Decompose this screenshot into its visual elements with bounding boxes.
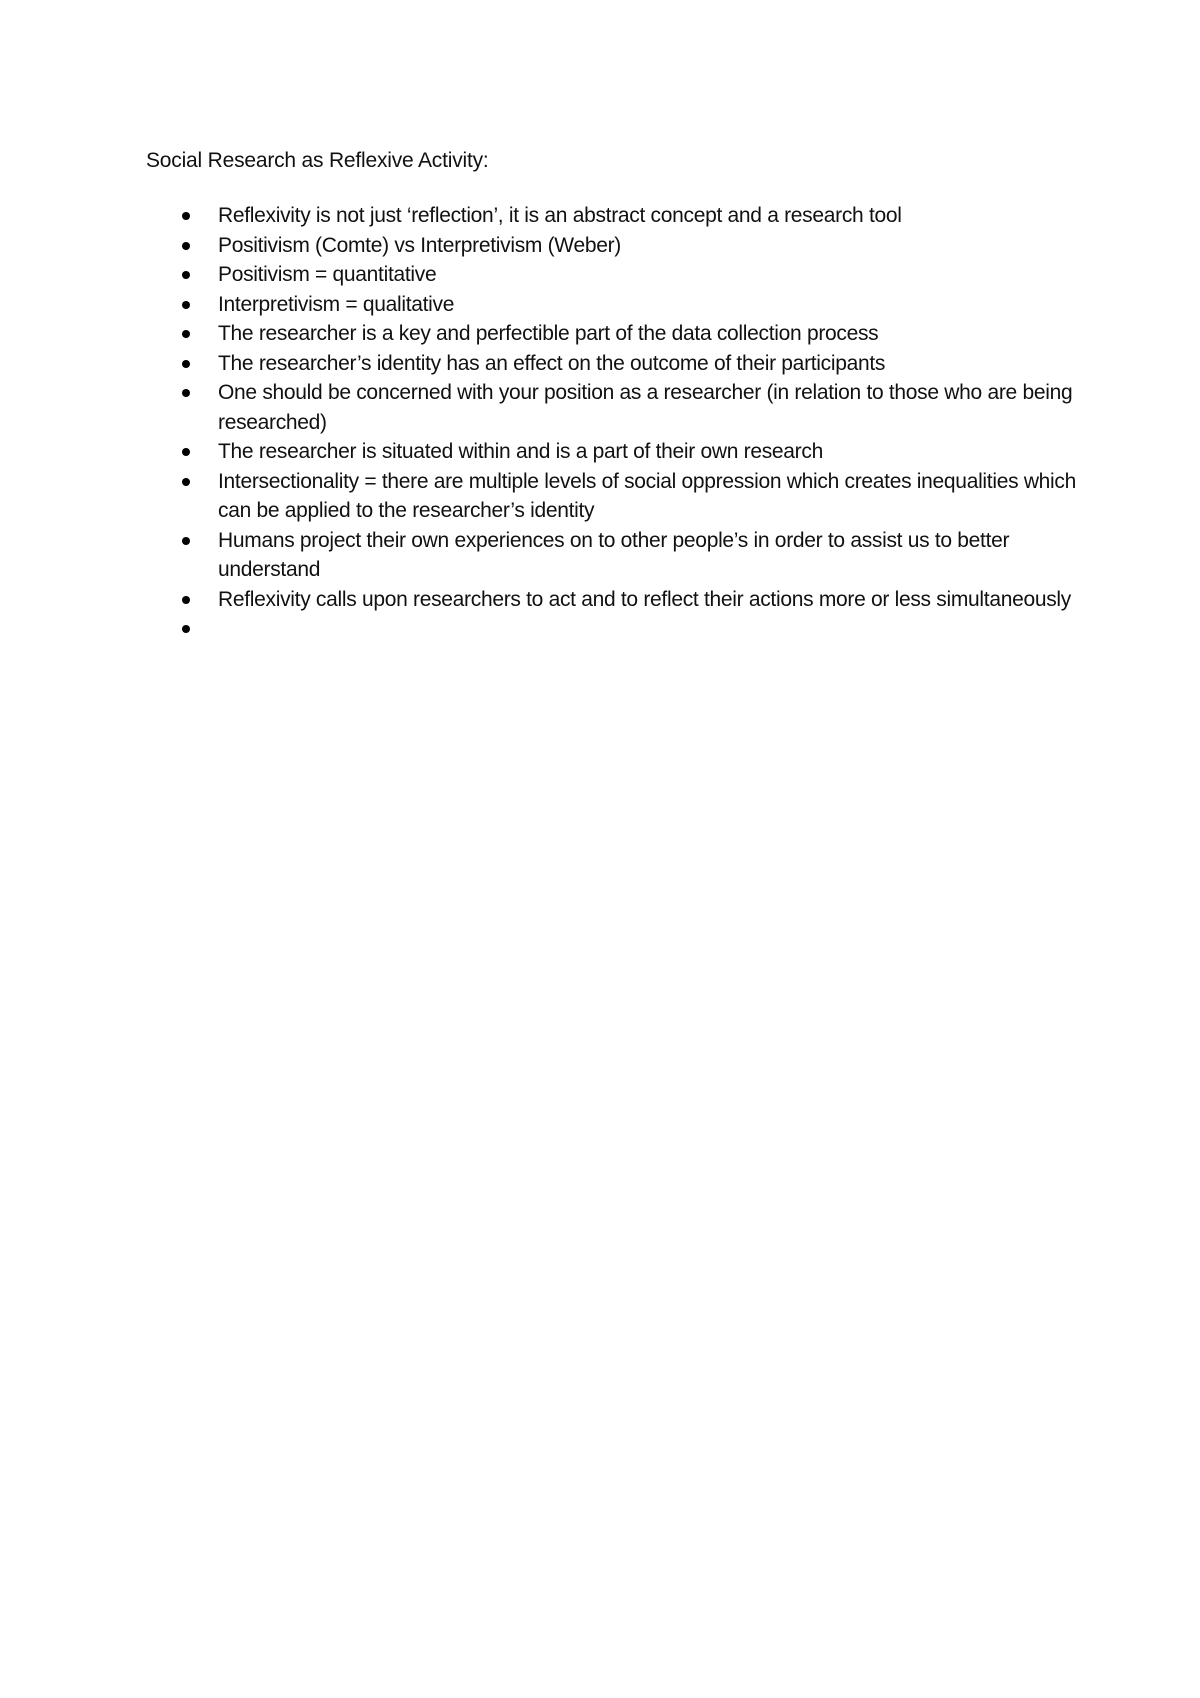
list-item xyxy=(146,290,1076,320)
bullet-icon xyxy=(182,212,190,220)
list-item-text: Intersectionality = there are multiple levels of social oppression which creates inequalities which can be applied to the researcher’s identity xyxy=(218,469,1077,522)
list-item-text: Positivism = quantitative xyxy=(218,263,437,286)
bullet-icon xyxy=(182,448,190,456)
list-item xyxy=(146,201,1076,231)
document-heading: Social Research as Reflexive Activity: xyxy=(146,149,489,172)
bullet-list xyxy=(146,201,1076,644)
list-item xyxy=(146,585,1076,615)
list-item xyxy=(146,319,1076,349)
list-item xyxy=(146,526,1076,585)
list-item-text: Reflexivity calls upon researchers to act and to reflect their actions more or less simultaneously xyxy=(218,587,1071,611)
bullet-icon xyxy=(182,537,190,545)
document-body xyxy=(146,146,1076,644)
bullet-icon xyxy=(182,301,190,309)
list-item-text: Interpretivism = qualitative xyxy=(218,292,455,316)
list-item xyxy=(146,260,1076,290)
list-item-text: The researcher is a key and perfectible part of the data collection process xyxy=(218,322,879,345)
bullet-icon xyxy=(182,478,190,486)
bullet-icon xyxy=(182,242,190,250)
list-item xyxy=(146,231,1076,261)
bullet-icon xyxy=(182,330,190,338)
bullet-icon xyxy=(182,596,190,604)
list-item xyxy=(146,437,1076,467)
list-item-text: The researcher’s identity has an effect on the outcome of their participants xyxy=(218,351,886,375)
list-item-text: Humans project their own experiences on to other people’s in order to assist us to better understand xyxy=(218,528,1010,581)
list-item xyxy=(146,349,1076,379)
bullet-icon xyxy=(182,360,190,368)
list-item xyxy=(146,378,1076,437)
bullet-icon xyxy=(182,271,190,279)
list-item-text: One should be concerned with your position as a researcher (in relation to those who are being researched) xyxy=(218,381,1073,434)
list-item-text: Positivism (Comte) vs Interpretivism (Weber) xyxy=(218,233,621,257)
list-item xyxy=(146,467,1076,526)
list-item-text: Reflexivity is not just ‘reflection’, it is an abstract concept and a research tool xyxy=(218,204,902,227)
bullet-icon xyxy=(182,625,190,633)
list-item-empty xyxy=(146,614,1076,644)
list-item-text: The researcher is situated within and is a part of their own research xyxy=(218,440,823,463)
bullet-icon xyxy=(182,389,190,397)
